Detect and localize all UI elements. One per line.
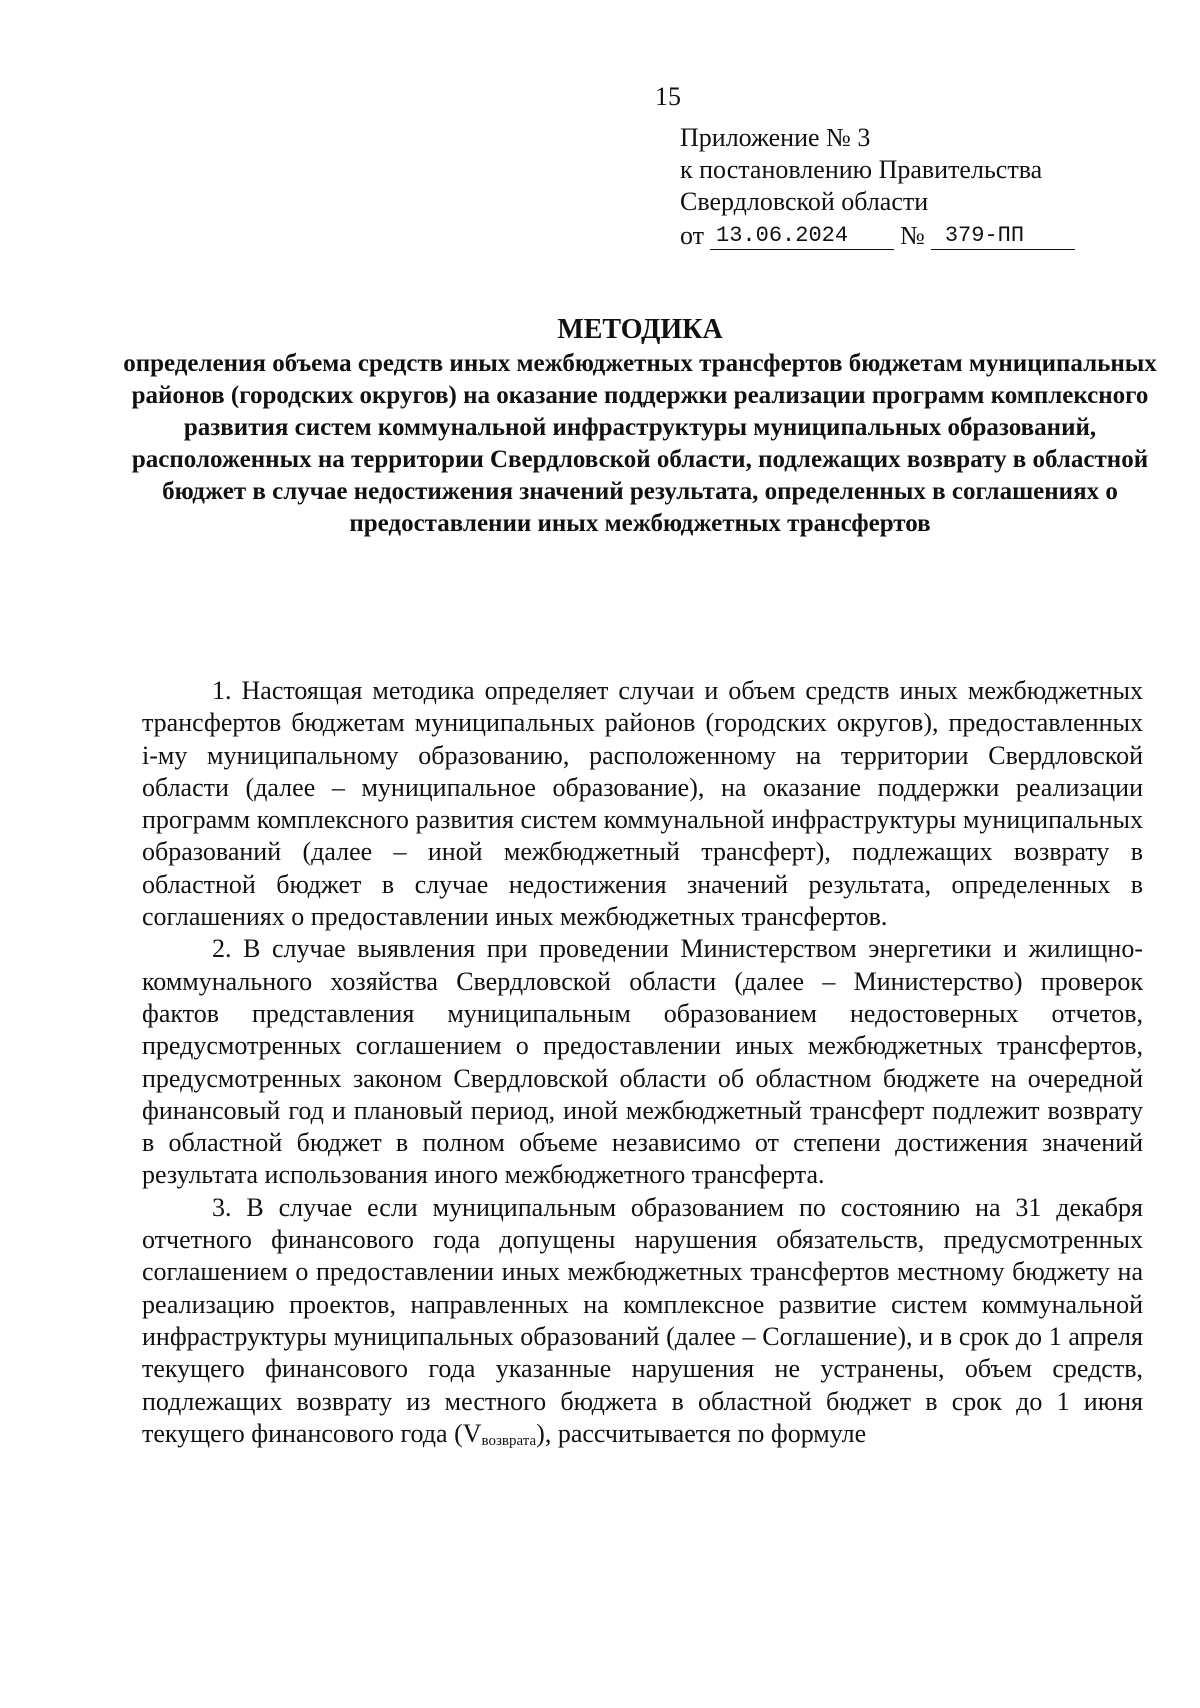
- registration-number: 379-ПП: [931, 223, 1075, 250]
- appendix-line-2: к постановлению Правительства: [680, 155, 1043, 184]
- appendix-line-3: Свердловской области: [680, 187, 929, 216]
- page-number: 15: [655, 82, 681, 111]
- document-title-block: [120, 312, 1160, 540]
- registration-line: [680, 218, 1160, 252]
- document-title: МЕТОДИКА: [557, 314, 723, 345]
- document-subtitle: определения объема средств иных межбюджетных трансфертов бюджетам муниципальных районов (городских округов) на оказание поддержки реализации программ комплексного развития систем коммунальной инфраструктуры муниципальных образований, расположенных на территории Свердловской области, подлежащих возврату в областной бюджет в случае недостижения значений результата, определенных в соглашениях о предоставлении иных межбюджетных трансфертов: [123, 350, 1157, 537]
- paragraph-1: 1. Настоящая методика определяет случаи и объем средств иных межбюджетных трансфертов бюджетам муниципальных районов (городских округов), предоставленных i-му муниципальному образованию, расположенному на территории Свердловской области (далее – муниципальное образование), на оказание поддержки реализации программ комплексного развития систем коммунальной инфраструктуры муниципальных образований (далее – иной межбюджетный трансферт), подлежащих возврату в областной бюджет в случае недостижения значений результата, определенных в соглашениях о предоставлении иных межбюджетных трансфертов.: [142, 676, 1143, 932]
- document-body: [142, 675, 1143, 1450]
- paragraph-2: 2. В случае выявления при проведении Министерством энергетики и жилищно-коммунального хозяйства Свердловской области (далее – Министерство) проверок фактов представления муниципальным образованием недостоверных отчетов, предусмотренных соглашением о предоставлении иных межбюджетных трансфертов, предусмотренных законом Свердловской области об областном бюджете на очередной финансовый год и плановый период, иной межбюджетный трансферт подлежит возврату в областной бюджет в полном объеме независимо от степени достижения значений результата использования иного межбюджетного трансферта.: [142, 934, 1143, 1190]
- date-prefix: от: [680, 221, 705, 250]
- paragraph-3: [142, 1192, 1143, 1450]
- formula-symbol: V: [462, 1418, 482, 1448]
- number-prefix: №: [900, 221, 925, 250]
- formula-symbol-subscript: возврата: [481, 1432, 537, 1449]
- registration-date: 13.06.2024: [710, 223, 894, 250]
- paragraph-3-text: 3. В случае если муниципальным образованием по состоянию на 31 декабря отчетного финансового года допущены нарушения обязательств, предусмотренных соглашением о предоставлении иных межбюджетных трансфертов местному бюджету на реализацию проектов, направленных на комплексное развитие систем коммунальной инфраструктуры муниципальных образований (далее – Соглашение), и в срок до 1 апреля текущего финансового года указанные нарушения не устранены, объем средств, подлежащих возврату из местного бюджета в областной бюджет в срок до 1 июня текущего финансового года (: [142, 1192, 1143, 1448]
- appendix-header: [680, 122, 1160, 252]
- paragraph-3-ending: ), рассчитывается по формуле: [536, 1418, 867, 1448]
- appendix-line-1: Приложение № 3: [680, 123, 871, 152]
